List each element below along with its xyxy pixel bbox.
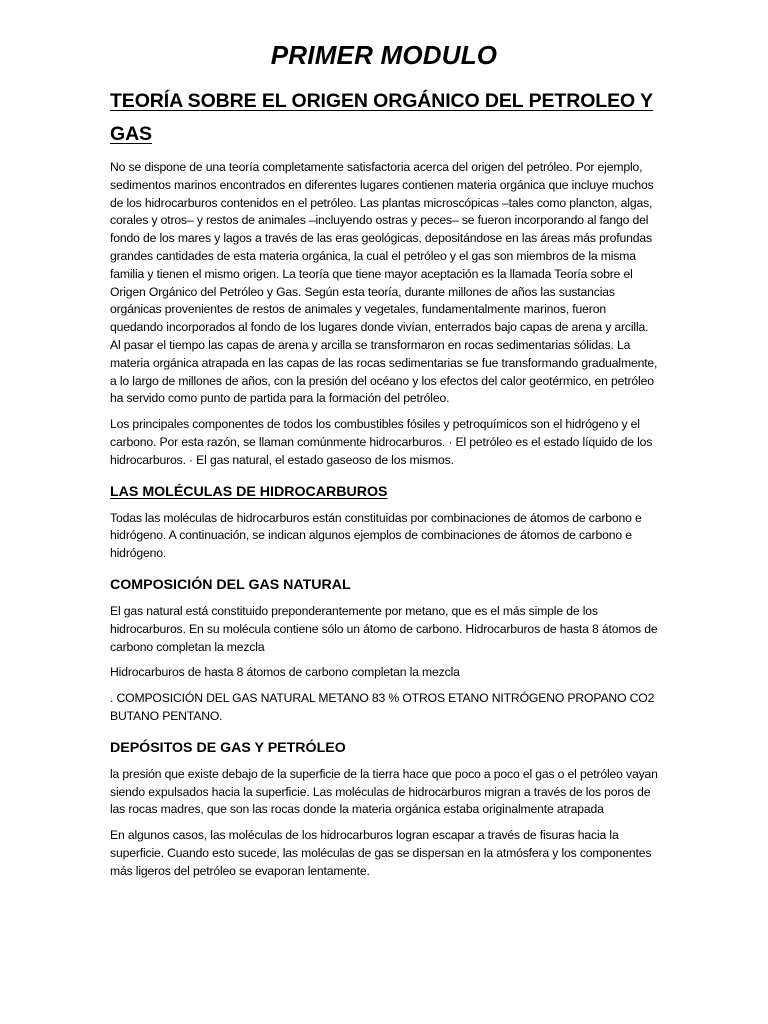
deposits-paragraph-1: la presión que existe debajo de la superficie de la tierra hace que poco a poco el gas o el petróleo vayan siendo expulsados hacia la superficie. Las moléculas de hidrocarburos migran a través de los poros de las rocas madres, que son las rocas donde la materia orgánica estaba originalmente atrapada [110,766,658,817]
page-title: PRIMER MODULO [270,40,498,70]
section-title: TEORÍA SOBRE EL ORIGEN ORGÁNICO DEL PETROLEO Y GAS [110,90,653,145]
composition-paragraph-1: El gas natural está constituido preponderantemente por metano, que es el más simple de los hidrocarburos. En su molécula contiene sólo un átomo de carbono. Hidrocarburos de hasta 8 átomos de carbono completan la mezcla [110,603,658,654]
document-page [110,40,658,889]
composition-paragraph-2: Hidrocarburos de hasta 8 átomos de carbono completan la mezcla [110,665,460,680]
molecules-paragraph: Todas las moléculas de hidrocarburos están constituidas por combinaciones de átomos de carbono e hidrógeno. A continuación, se indican algunos ejemplos de combinaciones de átomos de carbono e hidrógeno. [110,510,642,561]
intro-paragraph-1: No se dispone de una teoría completamente satisfactoria acerca del origen del petróleo. Por ejemplo, sedimentos marinos encontrados en diferentes lugares contienen materia orgánica que incluye muchos de los hidrocarburos contenidos en el petróleo. Las plantas microscópicas –tales como plancton, algas, corales y otros– y restos de animales –incluyendo ostras y peces– se fueron incorporando al fango del fondo de los mares y lagos a través de las eras geológicas, depositándose en las áreas más profundas grandes cantidades de esta materia orgánica, la cual el petróleo y el gas son miembros de la misma familia y tienen el mismo origen. La teoría que tiene mayor aceptación es la llamada Teoría sobre el Origen Orgánico del Petróleo y Gas. Según esta teoría, durante millones de años las sustancias orgánicas provenientes de restos de animales y vegetales, fundamentalmente marinos, fueron quedando incorporados al fondo de los lugares donde vivían, enterrados bajo capas de arena y arcilla. Al pasar el tiempo las capas de arena y arcilla se transformaron en rocas sedimentarias sólidas. La materia orgánica atrapada en las capas de las rocas sedimentarias se fue transformando gradualmente, a lo largo de millones de años, con la presión del océano y los efectos del calor geotérmico, en petróleo ha servido como punto de partida para la formación del petróleo. [110,160,658,406]
intro-paragraph-2: Los principales componentes de todos los combustibles fósiles y petroquímicos son el hidrógeno y el carbono. Por esta razón, se llaman comúnmente hidrocarburos. · El petróleo es el estado líquido de los hidrocarburos. · El gas natural, el estado gaseoso de los mismos. [110,417,653,467]
molecules-heading: LAS MOLÉCULAS DE HIDROCARBUROS [110,483,388,500]
composition-heading: COMPOSICIÓN DEL GAS NATURAL [110,576,351,593]
deposits-heading: DEPÓSITOS DE GAS Y PETRÓLEO [110,739,346,756]
deposits-paragraph-2: En algunos casos, las moléculas de los hidrocarburos logran escapar a través de fisuras hacia la superficie. Cuando esto sucede, las moléculas de gas se dispersan en la atmósfera y los componentes más ligeros del petróleo se evaporan lentamente. [110,828,652,878]
composition-paragraph-3: . COMPOSICIÓN DEL GAS NATURAL METANO 83 % OTROS ETANO NITRÓGENO PROPANO CO2 BUTANO PENTANO. [110,691,655,723]
